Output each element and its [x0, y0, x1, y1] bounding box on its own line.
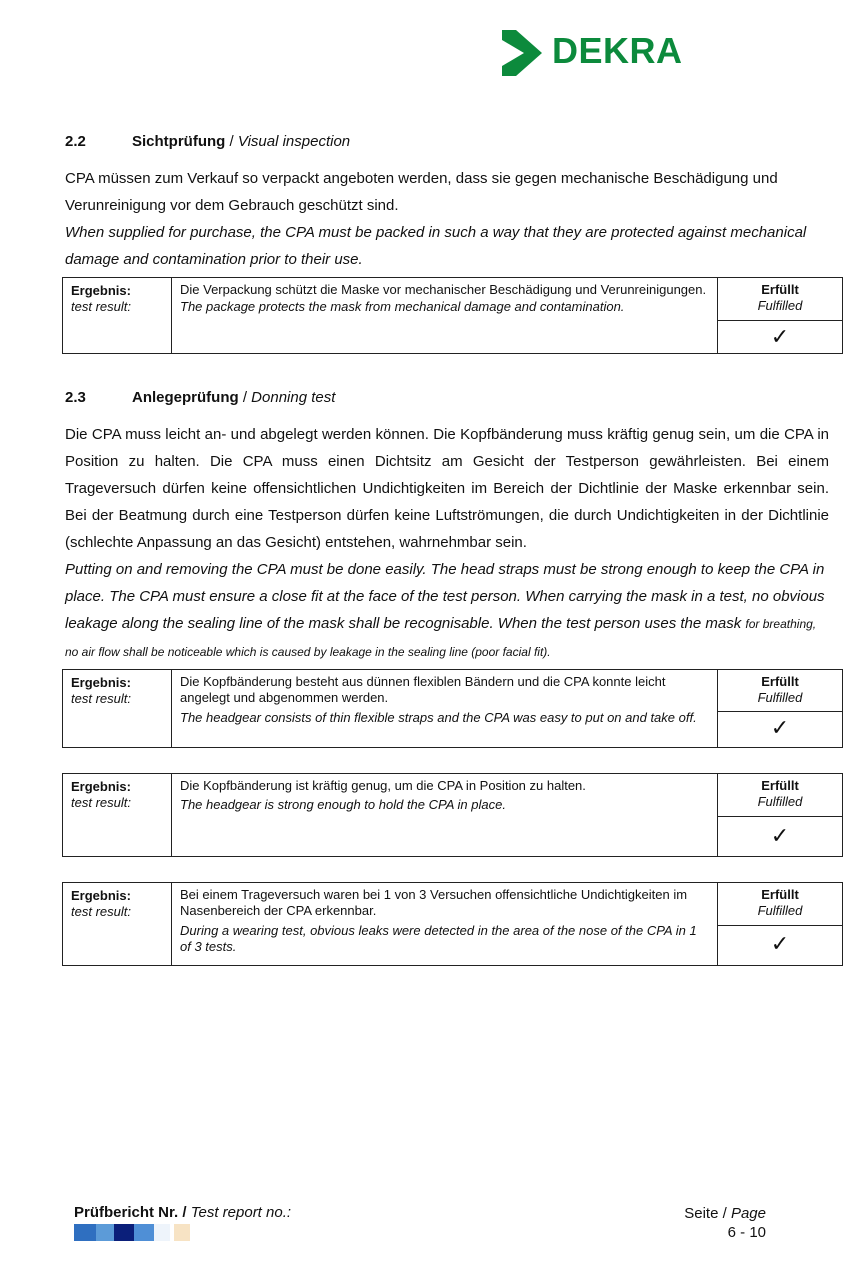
section-number: 2.3	[65, 389, 86, 406]
section-title-de: Anlegeprüfung	[132, 389, 239, 406]
section-title-en: Visual inspection	[237, 133, 351, 150]
result-text-cell	[172, 670, 718, 748]
section-heading-2-2: 2.2 Sichtprüfung / Visual inspection	[65, 133, 351, 150]
result-table-3	[62, 773, 843, 857]
paragraph-de: Die CPA muss leicht an- und abgelegt werden können. Die Kopfbänderung muss kräftig genug sein, um die CPA in Position zu halten. Die CPA muss einen Dichtsitz am Gesicht der Testperson gewährleisten. Bei einem Trageversuch dürfen keine offensichtlichen Undichtigkeiten im Bereich der Dichtlinie der Maske erkennbar sein. Bei der Beatmung durch eine Testperson dürfen keine Luftströmungen, die durch Undichtigkeiten in der Dichtlinie (schlechte Anpassung an das Gesicht) entstehen, wahrnehmbar sein.	[65, 426, 829, 551]
result-text-de: Die Kopfbänderung ist kräftig genug, um die CPA in Position zu halten.	[180, 778, 586, 793]
result-text-en: The headgear is strong enough to hold the CPA in place.	[180, 797, 506, 812]
page-label-de: Seite /	[684, 1205, 727, 1222]
status-cell	[718, 883, 843, 966]
section-heading-2-3: 2.3 Anlegeprüfung / Donning test	[65, 389, 336, 406]
footer-report-number	[74, 1204, 291, 1221]
result-label-de: Ergebnis:	[71, 675, 131, 690]
result-text-de: Die Verpackung schützt die Maske vor mechanischer Beschädigung und Verunreinigungen.	[180, 282, 707, 297]
status-cell	[718, 774, 843, 857]
result-label-en: test result:	[71, 904, 131, 919]
result-text-cell	[172, 774, 718, 857]
result-text-en: The headgear consists of thin flexible straps and the CPA was easy to put on and take off.	[180, 710, 697, 725]
status-label-en: Fulfilled	[757, 794, 803, 809]
dekra-logo	[500, 28, 683, 80]
status-cell	[718, 278, 843, 354]
status-label-de: Erfüllt	[761, 282, 799, 297]
redaction-block	[96, 1224, 114, 1241]
result-label-de: Ergebnis:	[71, 779, 131, 794]
dekra-logo-icon	[500, 28, 544, 78]
check-icon: ✓	[770, 823, 790, 848]
result-text-cell	[172, 883, 718, 966]
status-cell	[718, 670, 843, 748]
logo-text: DEKRA	[552, 30, 683, 71]
result-text-en: The package protects the mask from mechanical damage and contamination.	[180, 299, 625, 314]
result-text-cell	[172, 278, 718, 354]
result-label-de: Ergebnis:	[71, 283, 131, 298]
paragraph-en: Putting on and removing the CPA must be done easily. The head straps must be strong enough to keep the CPA in place. The CPA must ensure a close fit at the face of the test person. When carrying the mask in a test, no obvious leakage along the sealing line of the mask shall be recognisable. When the test person uses the mask	[65, 561, 825, 632]
check-icon: ✓	[770, 324, 790, 349]
redaction-block	[174, 1224, 190, 1241]
result-table-2	[62, 669, 843, 748]
result-label-en: test result:	[71, 795, 131, 810]
result-table-4	[62, 882, 843, 966]
result-label-cell	[63, 670, 172, 748]
section-2-2-text	[65, 165, 829, 273]
status-label-en: Fulfilled	[757, 298, 803, 313]
status-label-de: Erfüllt	[761, 674, 799, 689]
check-icon: ✓	[770, 931, 790, 956]
section-title-en: Donning test	[251, 389, 336, 406]
report-label-de: Prüfbericht Nr. /	[74, 1204, 187, 1221]
page-number: 6 - 10	[727, 1224, 766, 1241]
paragraph-de: CPA müssen zum Verkauf so verpackt angeboten werden, dass sie gegen mechanische Beschädigung und Verunreinigung vor dem Gebrauch geschützt sind.	[65, 170, 778, 214]
status-label-en: Fulfilled	[757, 903, 803, 918]
status-label-en: Fulfilled	[757, 690, 803, 705]
redaction-block	[154, 1224, 170, 1241]
status-label-de: Erfüllt	[761, 778, 799, 793]
result-label-en: test result:	[71, 691, 131, 706]
status-label-de: Erfüllt	[761, 887, 799, 902]
check-icon: ✓	[770, 715, 790, 740]
result-table-1	[62, 277, 843, 354]
result-text-de: Die Kopfbänderung besteht aus dünnen flexiblen Bändern und die CPA konnte leicht angelegt und abgenommen werden.	[180, 674, 666, 705]
result-text-en: During a wearing test, obvious leaks were detected in the area of the nose of the CPA in 1 of 3 tests.	[180, 923, 697, 954]
section-title-de: Sichtprüfung	[132, 133, 226, 150]
paragraph-en: When supplied for purchase, the CPA must be packed in such a way that they are protected against mechanical damage and contamination prior to their use.	[65, 224, 807, 268]
result-label-cell	[63, 883, 172, 966]
page-label-en: Page	[730, 1205, 766, 1222]
redaction-block	[134, 1224, 154, 1241]
result-label-cell	[63, 278, 172, 354]
redaction-block	[74, 1224, 96, 1241]
result-label-cell	[63, 774, 172, 857]
result-label-de: Ergebnis:	[71, 888, 131, 903]
result-text-de: Bei einem Trageversuch waren bei 1 von 3 Versuchen offensichtliche Undichtigkeiten im Nasenbereich der CPA erkennbar.	[180, 887, 688, 918]
page-indicator	[650, 1204, 766, 1242]
section-number: 2.2	[65, 133, 86, 150]
paragraph-en-small: for breathing, no air flow shall be noticeable which is caused by leakage in the sealing line (poor facial fit).	[65, 617, 817, 659]
result-label-en: test result:	[71, 299, 131, 314]
redaction-block	[114, 1224, 134, 1241]
section-2-3-text	[65, 421, 829, 666]
report-label-en: Test report no.:	[190, 1204, 292, 1221]
